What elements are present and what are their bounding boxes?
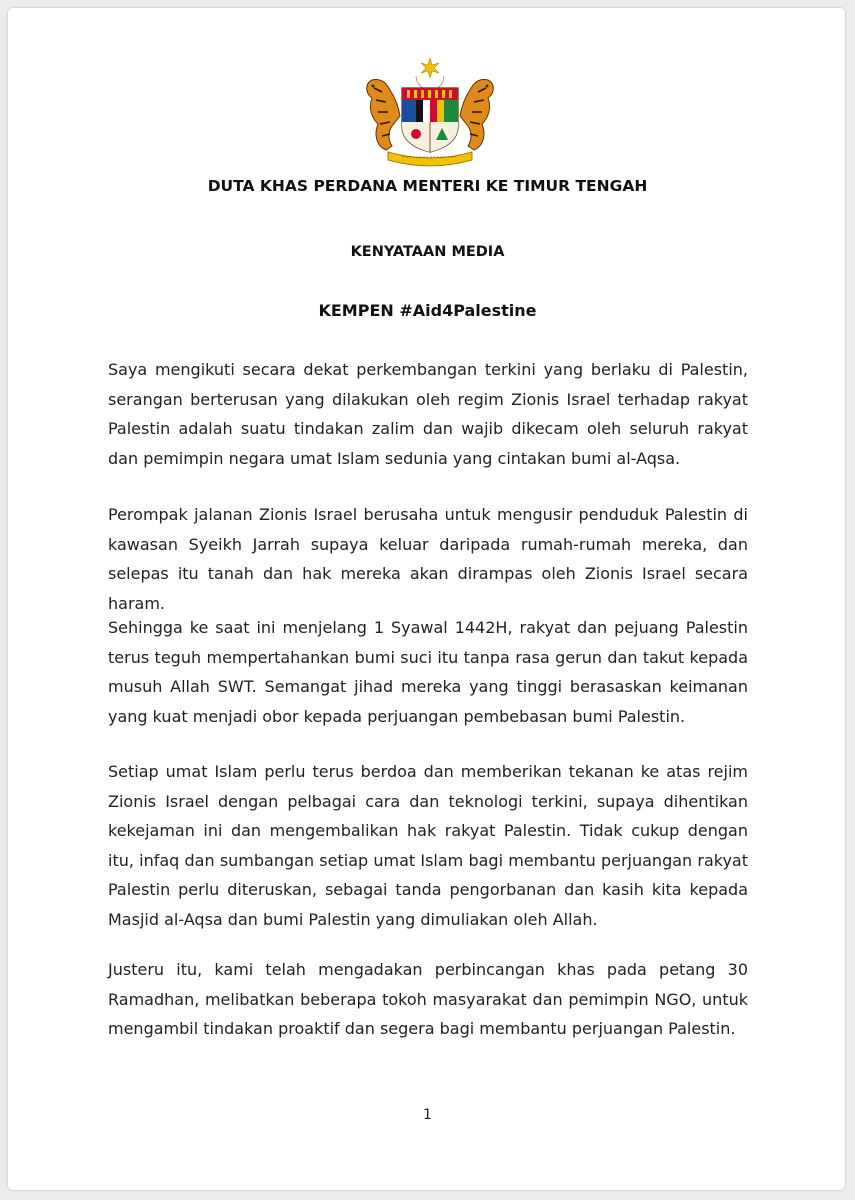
office-title: DUTA KHAS PERDANA MENTERI KE TIMUR TENGAH	[207, 177, 648, 195]
coat-of-arms-emblem	[358, 56, 502, 168]
document-type-title: KENYATAAN MEDIA	[350, 244, 505, 260]
campaign-title: KEMPEN #Aid4Palestine	[318, 301, 537, 320]
body-paragraph-1: Saya mengikuti secara dekat perkembangan terkini yang berlaku di Palestin, serangan berterusan yang dilakukan oleh regim Zionis Israel terhadap rakyat Palestin adalah suatu tindakan zalim dan wajib dikecam oleh seluruh rakyat dan pemimpin negara umat Islam sedunia yang cintakan bumi al-Aqsa.	[108, 360, 748, 468]
body-paragraph-2: Perompak jalanan Zionis Israel berusaha untuk mengusir penduduk Palestin di kawasan Syeikh Jarrah supaya keluar daripada rumah-rumah mereka, dan selepas itu tanah dan hak mereka akan dirampas oleh Zionis Israel secara haram.	[108, 505, 748, 613]
body-paragraph-5: Justeru itu, kami telah mengadakan perbincangan khas pada petang 30 Ramadhan, melibatkan beberapa tokoh masyarakat dan pemimpin NGO, untuk mengambil tindakan proaktif dan segera bagi membantu perjuangan Palestin.	[108, 960, 748, 1038]
body-paragraph-3: Sehingga ke saat ini menjelang 1 Syawal 1442H, rakyat dan pejuang Palestin terus teguh mempertahankan bumi suci itu tanpa rasa gerun dan takut kepada musuh Allah SWT. Semangat jihad mereka yang tinggi berasaskan keimanan yang kuat menjadi obor kepada perjuangan pembebasan bumi Palestin.	[108, 618, 748, 726]
page-number: 1	[423, 1107, 432, 1123]
body-paragraph-4: Setiap umat Islam perlu terus berdoa dan memberikan tekanan ke atas rejim Zionis Israel dengan pelbagai cara dan teknologi terkini, supaya dihentikan kekejaman ini dan mengembalikan hak rakyat Palestin. Tidak cukup dengan itu, infaq dan sumbangan setiap umat Islam bagi membantu perjuangan rakyat Palestin perlu diteruskan, sebagai tanda pengorbanan dan kasih kita kepada Masjid al-Aqsa dan bumi Palestin yang dimuliakan oleh Allah.	[108, 762, 748, 929]
